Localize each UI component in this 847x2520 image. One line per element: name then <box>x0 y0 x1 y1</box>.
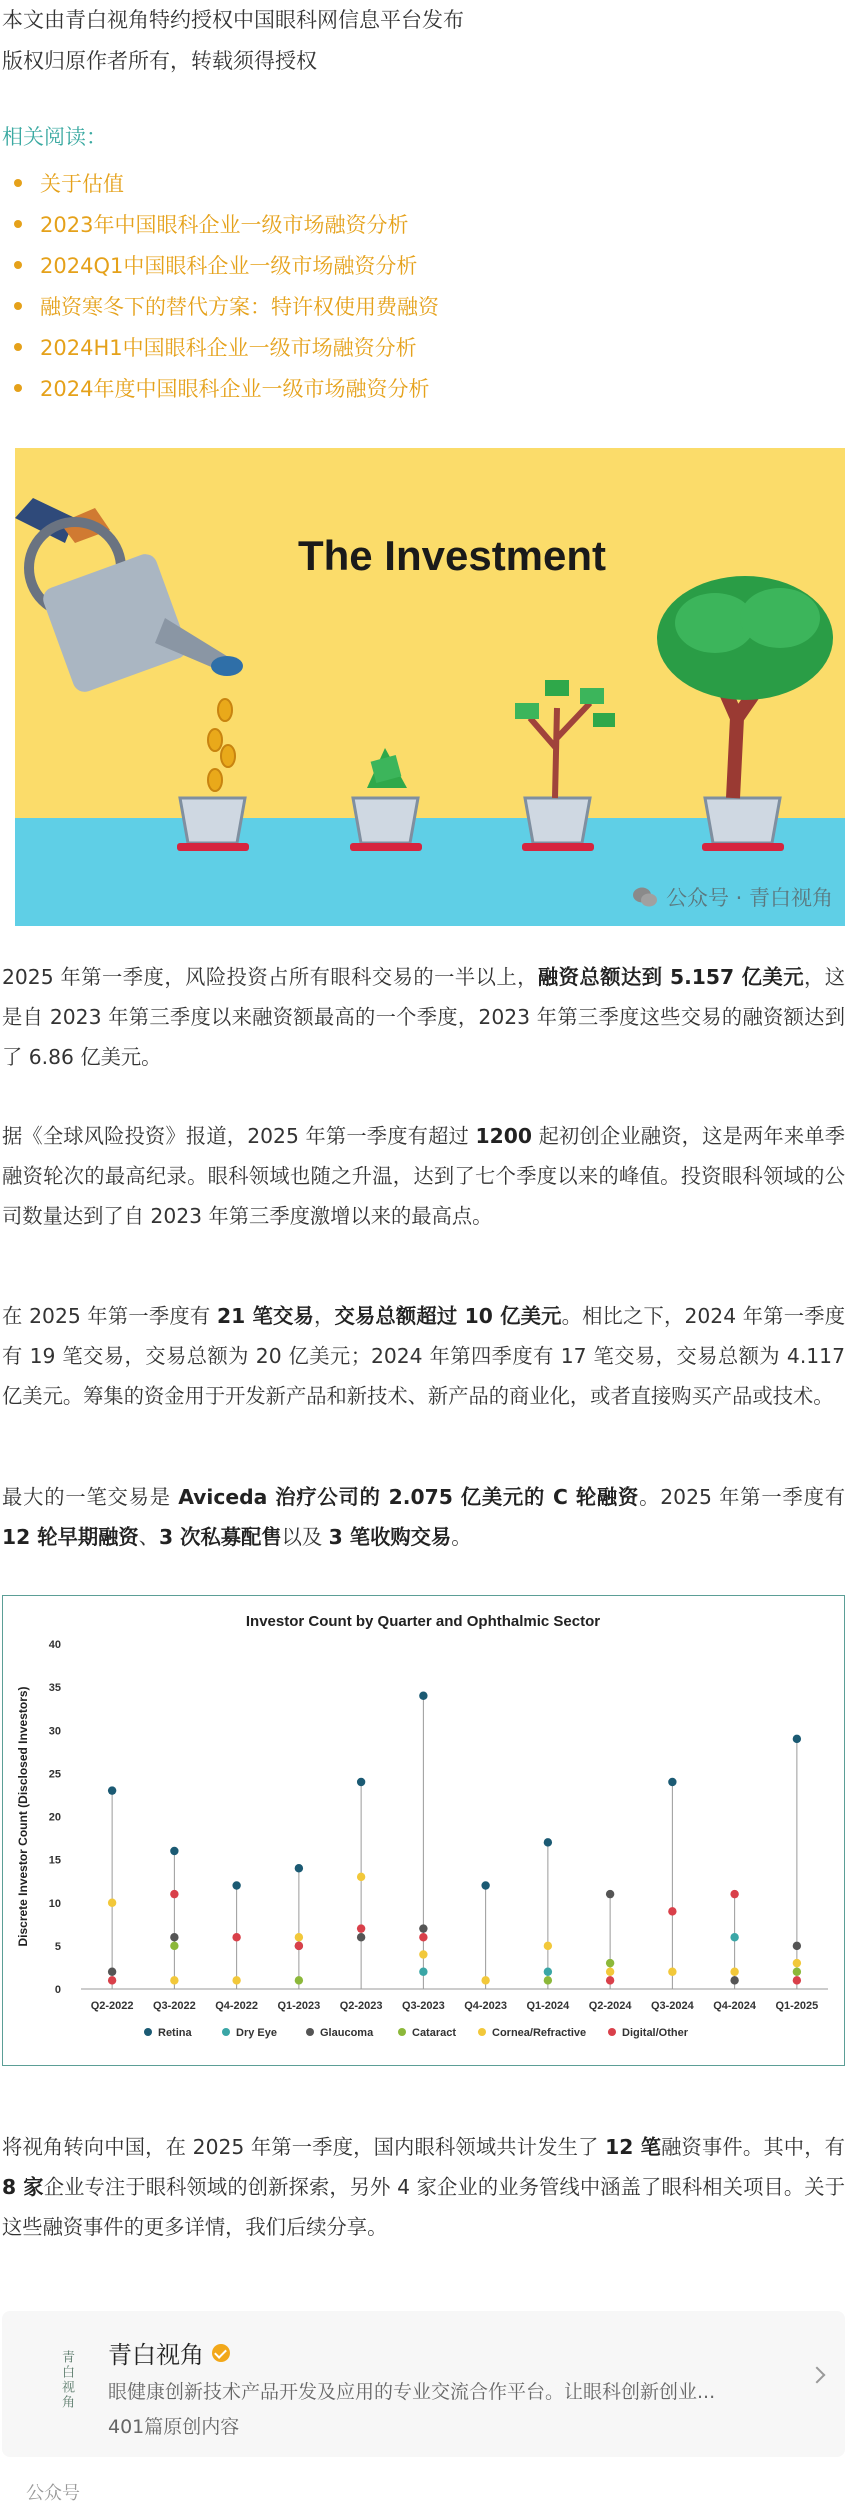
y-tick-label: 25 <box>48 1768 61 1781</box>
data-point-cornea-refractive <box>295 1933 303 1941</box>
data-point-cornea-refractive <box>668 1968 676 1976</box>
p4-text-e: 、 <box>138 1525 159 1549</box>
related-link-item[interactable] <box>14 285 439 326</box>
chevron-right-icon[interactable] <box>809 2367 826 2384</box>
legend-label: Retina <box>158 2027 192 2039</box>
related-link-text[interactable]: 2024年度中国眼科企业一级市场融资分析 <box>40 376 430 401</box>
legend-swatch <box>398 2028 406 2036</box>
data-point-dry-eye <box>419 1968 427 1976</box>
data-point-cornea-refractive <box>108 1899 116 1907</box>
data-point-cataract <box>793 1968 801 1976</box>
data-point-digital-other <box>295 1942 303 1950</box>
related-link-text[interactable]: 2024Q1中国眼科企业一级市场融资分析 <box>40 253 418 278</box>
data-point-digital-other <box>730 1890 738 1898</box>
bullet-icon <box>14 384 22 392</box>
data-point-retina <box>544 1838 552 1846</box>
bullet-icon <box>14 302 22 310</box>
x-tick-label: Q4-2023 <box>464 2000 508 2012</box>
account-name-row <box>108 2335 230 2370</box>
x-tick-label: Q4-2022 <box>215 2000 259 2012</box>
data-point-glaucoma <box>108 1968 116 1976</box>
related-link-item[interactable] <box>14 367 439 408</box>
p3-text-c: ， <box>313 1304 335 1328</box>
p4-text-c: 。2025 年第一季度有 <box>639 1485 846 1509</box>
intro-line-2: 版权归原作者所有，转载须得授权 <box>2 49 317 73</box>
data-point-cornea-refractive <box>357 1873 365 1881</box>
bullet-icon <box>14 261 22 269</box>
data-point-cornea-refractive <box>544 1942 552 1950</box>
y-tick-label: 30 <box>48 1725 61 1738</box>
p1-text-a: 2025 年第一季度，风险投资占所有眼科交易的一半以上， <box>2 965 538 989</box>
p3-bold-deals: 21 笔交易 <box>216 1304 314 1328</box>
data-point-retina <box>108 1786 116 1794</box>
p1-bold-funding: 融资总额达到 5.157 亿美元 <box>537 965 804 989</box>
p5-bold-companies: 8 家 <box>2 2175 44 2199</box>
data-point-digital-other <box>108 1976 116 1984</box>
related-link-item[interactable] <box>14 203 439 244</box>
data-point-digital-other <box>668 1907 676 1915</box>
legend-label: Glaucoma <box>320 2027 374 2039</box>
paragraph-3 <box>2 1296 845 1416</box>
paragraph-5 <box>2 2127 845 2247</box>
y-tick-label: 35 <box>48 1682 61 1695</box>
data-point-glaucoma <box>170 1933 178 1941</box>
data-point-cornea-refractive <box>793 1959 801 1967</box>
p5-text-c: 融资事件。其中，有 <box>661 2135 845 2159</box>
p2-text-a: 据《全球风险投资》报道，2025 年第一季度有超过 <box>2 1124 476 1148</box>
data-point-glaucoma <box>793 1942 801 1950</box>
legend-swatch <box>144 2028 152 2036</box>
x-tick-label: Q3-2022 <box>152 2000 196 2012</box>
investment-banner <box>15 448 845 926</box>
x-tick-label: Q3-2023 <box>401 2000 445 2012</box>
related-link-item[interactable] <box>14 244 439 285</box>
data-point-digital-other <box>232 1933 240 1941</box>
banner-watermark-text: 公众号 · 青白视角 <box>665 886 833 910</box>
data-point-cataract <box>544 1976 552 1984</box>
x-tick-label: Q4-2024 <box>713 2000 757 2012</box>
paragraph-4 <box>2 1477 845 1557</box>
data-point-retina <box>357 1778 365 1786</box>
data-point-retina <box>295 1864 303 1872</box>
data-point-cornea-refractive <box>606 1968 614 1976</box>
data-point-digital-other <box>170 1890 178 1898</box>
x-tick-label: Q2-2022 <box>90 2000 134 2012</box>
y-tick-label: 15 <box>48 1854 61 1867</box>
p3-bold-total: 交易总额超过 10 亿美元 <box>334 1304 562 1328</box>
y-tick-label: 5 <box>54 1940 61 1953</box>
data-point-cornea-refractive <box>419 1950 427 1958</box>
y-tick-label: 0 <box>54 1984 61 1996</box>
legend-label: Cornea/Refractive <box>492 2027 587 2039</box>
account-card[interactable] <box>2 2311 845 2457</box>
data-point-retina <box>793 1735 801 1743</box>
p4-bold-largest-deal: Aviceda 治疗公司的 2.075 亿美元的 C 轮融资 <box>178 1485 640 1509</box>
footer-label: 公众号 <box>26 2483 80 2504</box>
p4-bold-acquisitions: 3 笔收购交易 <box>328 1525 452 1549</box>
data-point-dry-eye <box>730 1933 738 1941</box>
p1-text-c: ，这是自 2023 年第三季度以来融资额最高的一个季度，2023 年第三季度这些交易的融资额达到了 6.86 亿美元。 <box>2 965 845 1069</box>
p5-bold-events: 12 笔 <box>605 2135 662 2159</box>
x-tick-label: Q3-2024 <box>650 2000 694 2012</box>
p4-bold-private-placements: 3 次私募配售 <box>159 1525 282 1549</box>
y-tick-label: 10 <box>48 1897 61 1910</box>
verified-badge-icon <box>212 2344 230 2362</box>
data-point-cornea-refractive <box>730 1968 738 1976</box>
p2-bold-count: 1200 <box>475 1124 532 1148</box>
data-point-cataract <box>295 1976 303 1984</box>
data-point-cornea-refractive <box>481 1976 489 1984</box>
legend-label: Cataract <box>412 2027 457 2039</box>
bullet-icon <box>14 179 22 187</box>
data-point-retina <box>481 1881 489 1889</box>
p4-text-i: 。 <box>451 1525 472 1549</box>
account-avatar: 青白视角 <box>59 2350 74 2410</box>
p5-text-e: 企业专注于眼科领域的创新探索，另外 4 家企业的业务管线中涵盖了眼科相关项目。关于这些融资事件的更多详情，我们后续分享。 <box>2 2175 845 2239</box>
bullet-icon <box>14 343 22 351</box>
p4-bold-early-rounds: 12 轮早期融资 <box>2 1525 139 1549</box>
related-link-text[interactable]: 融资寒冬下的替代方案：特许权使用费融资 <box>40 294 439 319</box>
intro-line-1: 本文由青白视角特约授权中国眼科网信息平台发布 <box>2 8 464 32</box>
legend-swatch <box>478 2028 486 2036</box>
investment-illustration <box>15 448 845 926</box>
data-point-cornea-refractive <box>170 1976 178 1984</box>
data-point-glaucoma <box>357 1933 365 1941</box>
related-reading-title: 相关阅读： <box>2 125 107 149</box>
p3-text-e: 。相比之下，2024 年第一季度有 19 笔交易，交易总额为 20 亿美元；2024 年第四季度有 17 笔交易，交易总额为 4.117 亿美元。筹集的资金用于开发新产品和新技术、新产品的商业化，或者直接购买产品或技术。 <box>2 1304 845 1408</box>
legend-swatch <box>222 2028 230 2036</box>
data-point-retina <box>170 1847 178 1855</box>
related-link-item[interactable] <box>14 162 439 203</box>
wechat-icon <box>632 886 658 908</box>
data-point-glaucoma <box>419 1924 427 1932</box>
x-tick-label: Q2-2023 <box>339 2000 383 2012</box>
y-axis-label: Discrete Investor Count (Disclosed Investors) <box>16 1686 30 1947</box>
p2-text-c: 起初创企业融资，这是两年来单季融资轮次的最高纪录。眼科领域也随之升温，达到了七个季度以来的峰值。投资眼科领域的公司数量达到了自 2023 年第三季度激增以来的最高点。 <box>2 1124 845 1228</box>
x-tick-label: Q2-2024 <box>588 2000 632 2012</box>
data-point-digital-other <box>357 1924 365 1932</box>
legend-swatch <box>306 2028 314 2036</box>
data-point-digital-other <box>606 1976 614 1984</box>
paragraph-2 <box>2 1116 845 1236</box>
chart-svg <box>3 1596 843 2064</box>
data-point-cornea-refractive <box>232 1976 240 1984</box>
banner-title: The Investment <box>297 532 607 579</box>
related-link-text[interactable]: 2023年中国眼科企业一级市场融资分析 <box>40 212 409 237</box>
account-description: 眼健康创新技术产品开发及应用的专业交流合作平台。让眼科创新创业... <box>108 2381 716 2403</box>
x-tick-label: Q1-2025 <box>775 2000 819 2012</box>
investor-count-chart <box>2 1595 845 2066</box>
related-link-item[interactable] <box>14 326 439 367</box>
pot-1 <box>177 798 249 851</box>
account-article-count: 401篇原创内容 <box>108 2416 240 2438</box>
x-tick-label: Q1-2023 <box>277 2000 321 2012</box>
p5-text-a: 将视角转向中国，在 2025 年第一季度，国内眼科领域共计发生了 <box>2 2135 606 2159</box>
data-point-digital-other <box>419 1933 427 1941</box>
data-point-retina <box>232 1881 240 1889</box>
related-link-text[interactable]: 2024H1中国眼科企业一级市场融资分析 <box>40 335 417 360</box>
chart-title: Investor Count by Quarter and Ophthalmic Sector <box>245 1613 601 1630</box>
account-name: 青白视角 <box>108 2341 204 2369</box>
data-point-retina <box>668 1778 676 1786</box>
banner-watermark <box>632 882 833 912</box>
data-point-dry-eye <box>544 1968 552 1976</box>
legend-swatch <box>608 2028 616 2036</box>
data-point-digital-other <box>793 1976 801 1984</box>
related-link-text[interactable]: 关于估值 <box>40 171 124 196</box>
p4-text-a: 最大的一笔交易是 <box>2 1485 179 1509</box>
related-reading-list <box>14 162 439 408</box>
data-point-glaucoma <box>730 1976 738 1984</box>
y-tick-label: 40 <box>48 1639 61 1651</box>
paragraph-1 <box>2 957 845 1077</box>
data-point-glaucoma <box>606 1890 614 1898</box>
legend-label: Digital/Other <box>622 2027 689 2039</box>
legend-label: Dry Eye <box>236 2027 277 2039</box>
p3-text-a: 在 2025 年第一季度有 <box>2 1304 217 1328</box>
data-point-cataract <box>170 1942 178 1950</box>
x-tick-label: Q1-2024 <box>526 2000 570 2012</box>
data-point-cataract <box>606 1959 614 1967</box>
y-tick-label: 20 <box>48 1811 61 1824</box>
intro <box>2 0 464 82</box>
bullet-icon <box>14 220 22 228</box>
p4-text-g: 以及 <box>281 1525 329 1549</box>
data-point-retina <box>419 1692 427 1700</box>
